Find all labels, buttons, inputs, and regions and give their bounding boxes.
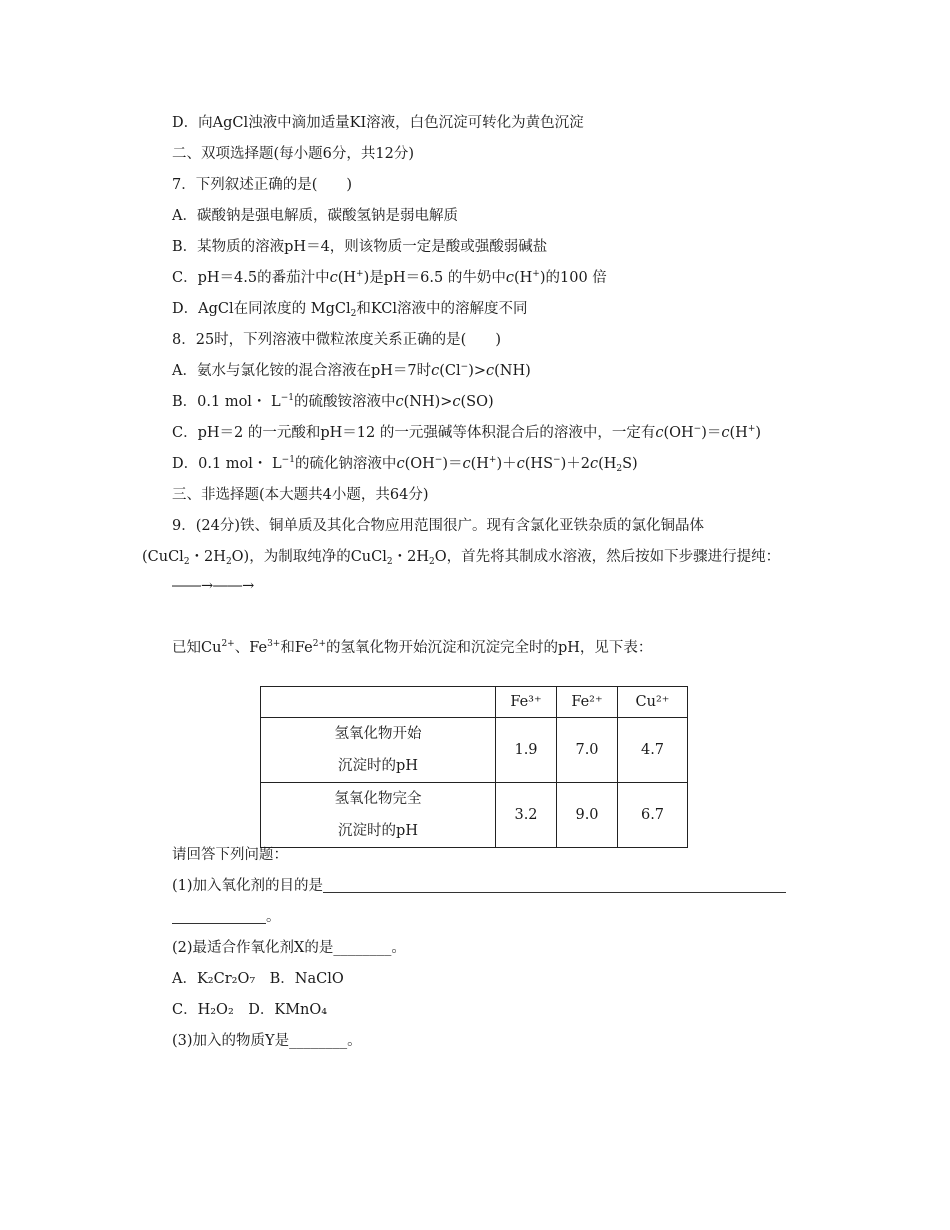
header-cell-fe3: Fe³⁺	[496, 687, 557, 718]
part-2-options-cd: C．H₂O₂ D．KMnO₄	[172, 1002, 328, 1018]
table-cell: 9.0	[557, 783, 618, 848]
known-info: 已知$Cu^{2+}$、$Fe^{3+}$和$Fe^{2+}$的氢氧化物开始沉淀和沉淀完全时的pH，见下表：	[172, 639, 653, 656]
part-2: (2)最适合作氧化剂X的是________。	[172, 940, 406, 956]
part-3: (3)加入的物质Y是________。	[172, 1033, 362, 1049]
q7-option-c: C．pH＝4.5的番茄汁中c(H+)是pH＝6.5 的牛奶中c(H+)的100 倍	[172, 269, 607, 286]
table-cell: 1.9	[496, 718, 557, 783]
question-8: 8．25时，下列溶液中微粒浓度关系正确的是( )	[172, 332, 501, 348]
row-label: 氢氧化物开始 沉淀时的pH	[261, 718, 496, 783]
table-header-row	[261, 687, 688, 718]
question-9-line1: 9．(24分)铁、铜单质及其化合物应用范围很广。现有含氯化亚铁杂质的氯化铜晶体	[172, 518, 704, 534]
q8-option-b: B．0.1 mol・ $L^{-1}$的硫酸铵溶液中c(NH)>c(SO)	[172, 393, 494, 410]
option-d-agcl: D．向AgCl浊液中滴加适量KI溶液，白色沉淀可转化为黄色沉淀	[172, 115, 584, 131]
q7-option-d: D．AgCl在同浓度的 MgCl$_2$和KCl溶液中的溶解度不同	[172, 301, 528, 319]
question-9-line2: (CuCl$_2$・$2H_2O$)，为制取纯净的CuCl$_2$・$2H_2O$，首先将其制成水溶液，然后按如下步骤进行提纯：	[142, 549, 781, 567]
table-row	[261, 718, 688, 783]
q7-option-a: A．碳酸钠是强电解质，碳酸氢钠是弱电解质	[172, 208, 458, 224]
table-cell: 4.7	[618, 718, 688, 783]
answer-blank[interactable]	[323, 878, 786, 893]
part-1: (1)加入氧化剂的目的是	[172, 876, 786, 896]
table-cell: 3.2	[496, 783, 557, 848]
part-1-continued: 。	[172, 907, 281, 927]
answer-blank[interactable]	[172, 909, 266, 924]
process-arrows: ――→――→	[172, 578, 255, 594]
questions-prompt: 请回答下列问题：	[172, 847, 288, 863]
q8-option-c: C．pH＝2 的一元酸和pH＝12 的一元强碱等体积混合后的溶液中，一定有c(OH−)＝c(H+)	[172, 424, 762, 441]
section-3-heading: 三、非选择题(本大题共4小题，共64分)	[172, 487, 429, 503]
q8-option-a: A．氨水与氯化铵的混合溶液在pH＝7时c(Cl−)>c(NH)	[172, 362, 531, 379]
table-cell: 6.7	[618, 783, 688, 848]
part-2-options-ab: A．K₂Cr₂O₇ B．NaClO	[172, 971, 344, 987]
q8-option-d: D．0.1 mol・ $L^{-1}$的硫化钠溶液中$c(OH^-)=c(H^+)+c(HS^-)+2c(H_2S)$	[172, 455, 638, 474]
header-cell-empty	[261, 687, 496, 718]
question-7: 7．下列叙述正确的是( )	[172, 177, 353, 193]
table-row	[261, 783, 688, 848]
section-2-heading: 二、双项选择题(每小题6分，共12分)	[172, 146, 414, 162]
q7-option-b: B．某物质的溶液pH＝4，则该物质一定是酸或强酸弱碱盐	[172, 239, 548, 255]
header-cell-cu2: Cu²⁺	[618, 687, 688, 718]
hydroxide-ph-table	[260, 686, 688, 848]
row-label: 氢氧化物完全 沉淀时的pH	[261, 783, 496, 848]
table-cell: 7.0	[557, 718, 618, 783]
header-cell-fe2: Fe²⁺	[557, 687, 618, 718]
